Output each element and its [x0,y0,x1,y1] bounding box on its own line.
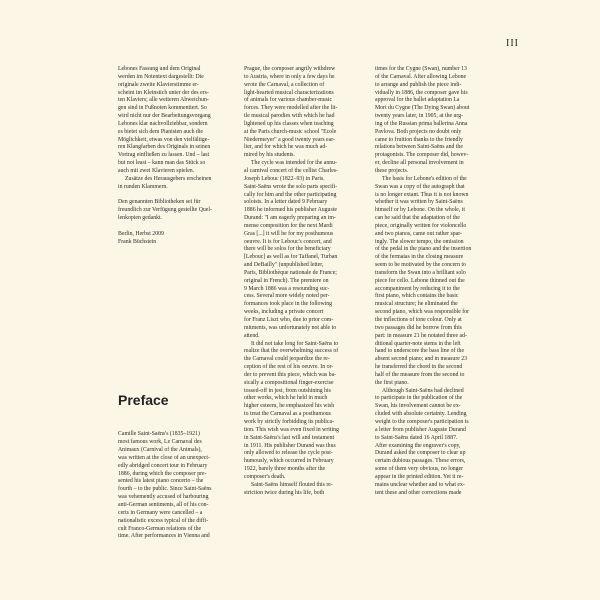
text-line: al carnival concert of the cellist Charles- [244,167,338,174]
text-line: cluded with absolute certainty. Lending [375,411,467,418]
text-line: ten Klaviers; alle weiteren Abweichun- [118,97,209,104]
preface-heading: Preface [118,392,169,409]
signature-date: Berlin, Herbst 2009 [118,230,164,237]
text-line: piece, originally written for violoncello [375,222,467,229]
text-line: Niedermeyer" a good twenty years ear- [244,136,335,143]
text-line: lenkopien gedankt. [118,215,163,222]
paragraph [375,66,493,176]
text-line: of the fermatas in the closing measure [375,254,464,261]
text-line: seem to be motivated by the concern to [375,262,466,269]
text-line: wrote the Carnaval, a collection of [244,81,325,88]
text-line: Saint-Saëns wrote the solo parts specifi- [244,183,338,190]
text-line: in 1911. His publisher Durand was thus [244,442,336,449]
text-line: oeuvre. It is for Lebouc's concert, and [244,238,332,245]
text-line: Prague, the composer angrily withdrew [244,66,336,72]
text-line: to participate in the publication of the [375,395,463,402]
page-number: III [506,38,519,49]
text-line: time. After performances in Vienna and [118,533,210,540]
text-line: but not least – kann man das Stück so [118,160,206,167]
text-line: absent second piano; and in measure 23 [375,356,468,363]
text-line: can be said that the adaptation of the [375,215,460,222]
thanks-paragraph [118,199,230,223]
text-line: a letter from publisher Auguste Durand [375,426,466,433]
text-line: to treat the Carnaval as a posthumous [244,411,331,418]
text-line: 1886 he informed his publisher Auguste [244,207,337,214]
text-line: werden im Notentext dargestellt: Die [118,73,204,80]
text-line: humously, which occurred in February [244,458,334,465]
text-line: The basis for Lebone's edition of the [382,175,467,182]
text-line: It did not take long for Saint-Saëns to [251,340,339,347]
text-line: the inflections of tone colour. Only at [375,317,462,323]
text-line: for Franz Liszt who, due to prior com- [244,317,334,323]
text-line: and DeBailly" (unpublished letter, [244,262,324,269]
text-line: higher esteem, he emphasized his wish [244,403,335,410]
text-line: weeks, including a private concert [244,309,324,316]
text-line: es bietet sich dem Pianisten auch die [118,128,203,135]
text-line: two passages did he borrow from this [375,324,462,331]
text-line: sically a compositional finger-exercise [244,379,334,386]
text-line: 1922, barely three months after the [244,466,326,473]
text-line: transform the Swan into a brilliant solo [375,269,466,276]
text-line: mains unclear whether and to what ex- [375,481,465,488]
text-line: Pavlova. Both projects no doubt only [375,128,462,135]
text-line: some of them very obvious, no longer [375,466,464,473]
text-line: composer's death. [244,473,286,480]
text-line: nationalistic excess typical of the diffi- [118,517,209,524]
text-line: he transferred the chord in the second [375,364,463,371]
text-line: of the pedal in the piano and the insertion [375,246,472,253]
column-2 [244,66,358,497]
text-line: mitments, was unfortunately not able to [244,324,337,331]
text-line: striction twice during his life, both [244,489,325,496]
text-line: fourth – to the public. Since Saint-Saëns [118,486,212,493]
text-line: Swan, his involvement cannot be ex- [375,403,461,410]
text-line: mired by his students. [244,152,295,159]
text-line: these projects. [375,167,409,174]
text-line: hand to underscore the bass line of the [375,348,465,355]
text-line: forces. They were modelled after the lit- [244,105,338,112]
text-line: Lebones klar nachvollziehbar, sondern [118,120,208,127]
text-line: in Saint-Saëns's last will and testament [244,434,335,441]
text-line: er, decline all personal involvement in [375,160,464,167]
signature-block [118,231,230,247]
paragraph [244,66,358,160]
paragraph [244,482,358,498]
text-line: appear in the printed edition. Yet it re- [375,473,464,480]
text-line: gen sind in Fußnoten kommentiert. So [118,105,207,112]
text-line: realize that the overwhelming success of [244,348,339,355]
text-line: Camille Saint-Saëns's (1835–1921) [118,431,200,438]
text-line: Paris, Bibliothèque nationale de France; [244,269,337,276]
preface-paragraph [118,431,230,541]
text-line: cess. Several more widely noted per- [244,293,330,300]
text-line: Den genannten Bibliotheken sei für [118,199,201,206]
paragraph [375,388,493,498]
text-line: himself or by Lebone. On the whole, it [375,207,465,214]
text-line: 9 March 1886 was a resounding suc- [244,285,330,292]
text-line: der to prevent this piece, which was ba- [244,371,337,378]
text-line: freundlich zur Verfügung gestellte Quel- [118,207,212,214]
paragraph [244,160,358,340]
text-line: Gras [...] it will be for my posthumous [244,230,334,237]
zusatz-paragraph [118,176,230,192]
text-line: second piano, which was responsible for [375,309,470,316]
text-line: tle musical parodies with which he had [244,113,335,120]
text-line: lightened up his classes when teaching [244,120,334,127]
text-line: originale zweite Klavierstimme er- [118,81,199,88]
text-line: of the Carnaval. After allowing Lebone [375,73,467,80]
text-line: light-hearted musical characterizations [244,89,334,96]
text-line: came to fruition thanks to the friendly [375,136,463,143]
text-line: twenty years later, in 1905, at the urg- [375,113,464,120]
text-line: Zusätze des Herausgebers erscheinen [125,175,212,182]
text-line: soloists. In a letter dated 9 February [244,199,328,206]
text-line: auch mit zwei Klavieren spielen. [118,167,195,174]
text-line: certs in Germany were cancelled – a [118,509,203,516]
text-line: Mort du Cygne (The Dying Swan) about [375,105,470,112]
text-line: piece for cello. Lebone thinned out the [375,277,465,284]
text-line: first piano, which contains the basic [375,293,459,300]
text-line: 1886, during which the composer pre- [118,470,207,477]
text-line: Durand: "I am eagerly preparing an im- [244,215,336,222]
text-line: Animaux (Carnival of the Animals), [118,447,202,454]
text-line: the first piano. [375,379,409,386]
paragraph [244,341,358,482]
column-3 [375,66,493,497]
text-line: times for the Cygne (Swan), number 13 [375,66,467,72]
text-line: The cycle was intended for the annu- [251,160,337,167]
text-line: scheint im Kleinstich unter der des ers- [118,89,209,96]
text-line: part: in measure 21 he notated three ad- [375,332,467,339]
text-line: in runden Klammern. [118,183,168,190]
text-line: Lebones Fassung und dem Original [118,66,201,72]
text-line: Swan was a copy of the autograph that [375,183,465,190]
text-line: tent these and other corrections made [375,489,462,496]
text-line: was vehemently accused of harbouring [118,494,209,501]
text-line: work by strictly forbidding its publica- [244,418,334,425]
text-line: anti-German sentiments, all of his con- [118,502,209,508]
german-paragraph [118,66,230,176]
text-line: Although Saint-Saëns had declined [382,387,464,394]
text-line: was written at the close of an unexpect- [118,454,210,461]
paragraph [375,176,493,388]
text-line: ception of the rest of his oeuvre. In or- [244,364,334,371]
text-line: After examining the engraver's copy, [375,442,461,449]
text-line: tion. This wish was even fixed in writing [244,426,339,433]
text-line: at the Paris church-music school "Ecole [244,128,337,135]
text-line: to Saint-Saëns dated 16 April 1887. [375,434,458,441]
text-line: approval for the ballet adaptation La [375,97,460,104]
text-line: there will be solos for the beneficiary [244,246,331,253]
text-line: Vortrag einfließen zu lassen. Und – last [118,152,210,159]
text-line: sented his latest piano concerto – the [118,478,204,485]
text-line: only allowed to release the cycle post- [244,450,333,457]
text-line: lier, and for which he was much ad- [244,144,328,151]
text-line: the Carnaval could jeopardize the re- [244,356,330,363]
text-line: and two pianos, came out rather spar- [375,230,462,237]
text-line: vidually in 1886, the composer gave his [375,89,468,96]
text-line: attend. [244,332,260,339]
text-line: to Austria, where in only a few days he [244,73,335,80]
text-line: Saint-Saëns himself flouted this re- [251,481,333,488]
text-line: ingly. The slower tempo, the omission [375,238,464,245]
text-line: protagonists. The composer did, howev- [375,152,469,159]
text-line: ditional quarter-note stems in the left [375,340,461,347]
text-line: half of the measure from the second to [375,371,465,378]
text-line: formances took place in the following [244,301,333,308]
text-line: [Lebouc] as well as for Taffanel, Turban [244,254,338,261]
text-line: Möglichkeit, etwas von den vielfältige- [118,136,210,143]
text-line: ing of the Russian prima ballerina Anna [375,120,468,127]
text-line: certain dubious passages. These errors, [375,458,466,465]
text-line: tossed-off in jest, from outshining his [244,387,331,394]
text-line: to arrange and publish the piece indi- [375,81,462,88]
text-line: whether it was written by Saint-Saëns [375,199,463,206]
text-line: mense composition for the next Mardi [244,222,333,229]
text-line: cally for him and the other participating [244,191,337,198]
text-line: is no longer extant. Thus it is not known [375,191,469,198]
text-line: Durand asked the composer to clear up [375,450,466,457]
text-line: most famous work, Le Carnaval des [118,439,202,446]
text-line: edly abridged concert tour in February [118,462,208,469]
text-line: relations between Saint-Saëns and the [375,144,463,151]
column-1 [118,66,230,541]
text-line: ren Klangfarben des Originals in seinen [118,144,211,151]
text-line: original in French). The premiere on [244,277,329,284]
text-line: musical structure; he eliminated the [375,301,458,308]
text-line: accompaniment by reducing it to the [375,285,460,292]
text-line: Joseph Lebouc (1822–93) in Paris. [244,175,325,182]
text-line: other works, which he held in much [244,395,328,402]
signature-author: Frank Büchstein [118,238,157,245]
text-line: weight to the composer's participation is [375,418,469,425]
text-line: wird nicht nur der Bearbeitungsvorgang [118,113,211,120]
text-line: of animals for various chamber-music [244,97,333,104]
text-line: cult Franco-German relations of the [118,525,202,532]
